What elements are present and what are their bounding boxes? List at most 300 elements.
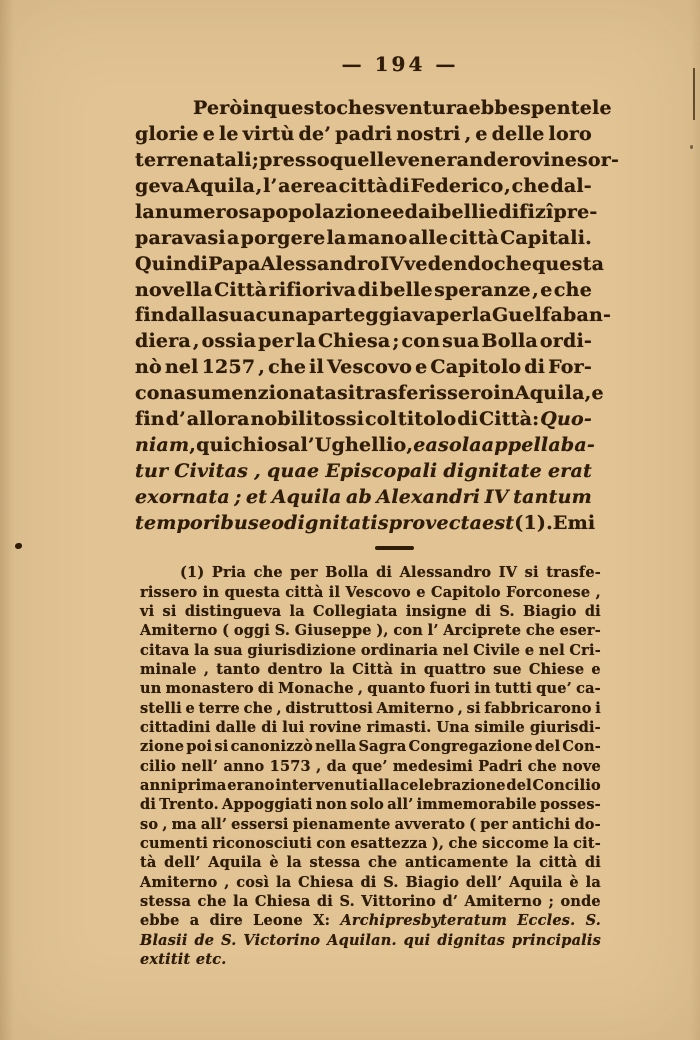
word: di xyxy=(475,602,492,620)
word: dignitatis xyxy=(284,511,389,534)
word: novella xyxy=(135,278,213,301)
word: quattro xyxy=(423,660,487,678)
word: per xyxy=(480,815,508,833)
word: questa xyxy=(224,583,280,601)
word: città xyxy=(449,226,499,249)
word: stessa xyxy=(309,854,361,872)
text-line xyxy=(135,225,592,251)
word: Victorino xyxy=(243,931,321,949)
word: un xyxy=(140,680,162,698)
word: del xyxy=(506,776,532,794)
word: rifioriva xyxy=(268,278,357,301)
word: medesimi xyxy=(392,757,473,775)
word: speranze xyxy=(434,278,531,301)
word: Città xyxy=(214,278,268,301)
word: dalle xyxy=(215,718,257,736)
text-line xyxy=(135,510,596,536)
word: , xyxy=(258,356,266,379)
word: in xyxy=(474,680,491,698)
word: ebbe xyxy=(140,912,180,930)
word: in xyxy=(493,382,515,405)
word: in xyxy=(202,583,220,601)
word: temporibus xyxy=(135,511,259,534)
word: essersi xyxy=(231,815,289,833)
word: extitit xyxy=(140,951,191,969)
word: ab xyxy=(345,486,372,509)
word: a xyxy=(226,226,240,249)
word: delle xyxy=(491,122,545,145)
word: l’ xyxy=(427,622,439,640)
word: minale xyxy=(140,660,197,678)
word: Vittorino xyxy=(361,893,437,911)
text-line xyxy=(140,892,601,911)
word: ossia xyxy=(201,330,257,353)
word: così xyxy=(236,873,270,891)
word: de’ xyxy=(298,122,332,145)
word: Biagio xyxy=(405,873,460,891)
word: dentro xyxy=(267,660,323,678)
word: , xyxy=(224,873,230,891)
word: allora xyxy=(186,408,250,431)
word: porgere xyxy=(240,226,326,249)
word: , xyxy=(276,699,282,717)
word: S. xyxy=(221,931,237,949)
word: mi xyxy=(567,511,596,534)
word: tur xyxy=(135,460,169,483)
word: e xyxy=(416,583,426,601)
word: popolazione xyxy=(262,200,393,223)
word: di xyxy=(360,873,377,891)
word: sventura xyxy=(374,96,469,119)
word: di xyxy=(584,854,601,872)
word: che xyxy=(448,834,478,852)
word: Civile xyxy=(473,641,521,659)
word: terre xyxy=(198,699,240,717)
word: la xyxy=(516,854,532,872)
word: posses- xyxy=(539,796,601,814)
text-line xyxy=(140,640,601,659)
word: tà xyxy=(140,854,157,872)
word: ( xyxy=(469,815,477,833)
text-line xyxy=(135,95,612,121)
word: di xyxy=(388,174,410,197)
word: si xyxy=(524,564,539,582)
word: , xyxy=(162,815,168,833)
word: sua xyxy=(214,641,243,659)
word: , xyxy=(457,699,463,717)
word: che xyxy=(243,699,273,717)
word: la xyxy=(289,602,305,620)
word: di xyxy=(257,680,274,698)
word: Aquilan. xyxy=(327,931,397,949)
word: etc. xyxy=(195,951,227,969)
word: , xyxy=(357,680,364,698)
word: appellaba- xyxy=(481,434,595,457)
word: Guelfa xyxy=(491,304,563,327)
text-line xyxy=(140,853,601,872)
word: città xyxy=(338,174,389,197)
word: è xyxy=(569,873,579,891)
word: di xyxy=(524,356,546,379)
word: la xyxy=(286,854,302,872)
word: Leone xyxy=(253,912,303,930)
word: che xyxy=(553,278,592,301)
word: le xyxy=(592,96,612,119)
word: oggi xyxy=(233,622,271,640)
word: ea xyxy=(413,434,439,457)
text-line xyxy=(140,679,601,698)
word: S. xyxy=(499,602,515,620)
word: belli xyxy=(438,200,487,223)
text-line xyxy=(135,432,595,458)
word: S. xyxy=(339,893,355,911)
word: la xyxy=(194,641,210,659)
word: si xyxy=(162,602,177,620)
text-line xyxy=(140,931,601,950)
word: parteggiava xyxy=(307,304,437,327)
word: di xyxy=(357,278,379,301)
word: paravasi xyxy=(135,226,226,249)
word: Sagra xyxy=(358,738,407,756)
word: IV xyxy=(498,564,518,582)
word: Alexandri xyxy=(376,486,481,509)
word: di xyxy=(140,796,157,814)
word: la xyxy=(276,873,292,891)
word: Federico xyxy=(410,174,504,197)
word: 1257 xyxy=(201,356,256,379)
word: la xyxy=(472,304,492,327)
word: per xyxy=(258,330,295,353)
word: di xyxy=(316,893,333,911)
word: sue xyxy=(493,660,522,678)
word: giurisdizione xyxy=(247,641,357,659)
word: Eccles. xyxy=(517,912,576,930)
word: Padri xyxy=(478,757,523,775)
word: padri xyxy=(335,122,393,145)
word: la xyxy=(585,873,601,891)
word: onde xyxy=(560,893,601,911)
word: edifizî xyxy=(486,200,554,223)
word: terre xyxy=(135,148,189,171)
word: Vescovo xyxy=(345,583,411,601)
word: venerande xyxy=(396,148,509,171)
word: il xyxy=(309,356,324,379)
word: rovine xyxy=(508,148,578,171)
word: prima xyxy=(177,776,227,794)
word: canonizzò xyxy=(230,738,313,756)
word: l’ xyxy=(263,174,278,197)
word: virtù xyxy=(242,122,295,145)
page-number: — 194 — xyxy=(341,52,459,76)
word: , xyxy=(584,382,592,405)
word: (1). xyxy=(514,511,553,534)
word: Vescovo xyxy=(326,356,413,379)
word: dell’ xyxy=(164,854,201,872)
word: di xyxy=(457,408,479,431)
word: zione xyxy=(140,738,185,756)
word: esattezza xyxy=(350,834,428,852)
text-line xyxy=(140,621,601,640)
word: anno xyxy=(223,757,265,775)
word: d’ xyxy=(442,893,459,911)
word: For- xyxy=(548,356,592,379)
word: qui xyxy=(403,931,431,949)
word: , xyxy=(203,660,210,678)
word: , xyxy=(406,434,414,457)
word: l’ xyxy=(300,434,315,457)
text-line xyxy=(140,950,601,969)
word: Capitolo xyxy=(430,356,522,379)
word: natali xyxy=(188,148,252,171)
word: spente xyxy=(520,96,593,119)
word: questa xyxy=(531,252,605,275)
word: col xyxy=(365,408,398,431)
main-paragraph xyxy=(135,95,620,536)
word: la xyxy=(326,226,347,249)
word: ma xyxy=(171,815,197,833)
word: dire xyxy=(209,912,243,930)
word: dignitas xyxy=(437,931,505,949)
word: diera xyxy=(135,330,191,353)
text-line xyxy=(140,814,601,833)
word: Papa xyxy=(208,252,261,275)
word: alle xyxy=(408,226,449,249)
word: et xyxy=(246,486,268,509)
text-line xyxy=(135,147,620,173)
word: tantum xyxy=(513,486,592,509)
word: Appoggiati xyxy=(222,796,313,814)
word: anni xyxy=(140,776,177,794)
word: que’ xyxy=(351,757,388,775)
word: dal- xyxy=(550,174,592,197)
word: la xyxy=(233,893,249,911)
text-line xyxy=(140,756,601,775)
page-edge-mark xyxy=(693,68,695,120)
word: rissero xyxy=(140,583,198,601)
word: Città: xyxy=(478,408,540,431)
word: Aquila xyxy=(509,873,563,891)
word: simile xyxy=(474,718,525,736)
word: e xyxy=(415,356,428,379)
word: che xyxy=(493,252,532,275)
word: Chiese xyxy=(528,660,585,678)
word: ; xyxy=(234,486,242,509)
word: Aquila xyxy=(208,854,262,872)
word: provecta xyxy=(388,511,483,534)
word: E xyxy=(552,511,568,534)
word: geva xyxy=(135,174,185,197)
word: nel xyxy=(164,356,199,379)
page-edge-dot xyxy=(690,145,693,149)
word: nò xyxy=(135,356,162,379)
word: Aquila xyxy=(271,486,342,509)
word: per xyxy=(436,304,472,327)
word: cilio xyxy=(140,757,177,775)
word: sua xyxy=(442,330,480,353)
word: 1573 xyxy=(269,757,311,775)
word: nobilitossi xyxy=(250,408,365,431)
word: Civitas xyxy=(174,460,249,483)
word: d’ xyxy=(165,408,186,431)
word: niam xyxy=(135,434,190,457)
word: con xyxy=(316,834,347,852)
word: le xyxy=(218,122,239,145)
word: Amiterno xyxy=(140,622,218,640)
word: stelli xyxy=(140,699,182,717)
word: Bolla xyxy=(481,330,538,353)
text-line xyxy=(135,303,612,329)
word: all’ xyxy=(200,815,228,833)
word: Pria xyxy=(211,564,247,582)
word: Capitali. xyxy=(500,226,592,249)
word: giurisdi- xyxy=(529,718,601,736)
word: fabbricarono xyxy=(484,699,592,717)
word: avverato xyxy=(394,815,466,833)
word: Blasii xyxy=(140,931,188,949)
word: quelle xyxy=(329,148,397,171)
word: Archipresbyteratum xyxy=(340,912,508,930)
word: , xyxy=(504,174,511,197)
word: est xyxy=(482,511,515,534)
word: , xyxy=(255,174,263,197)
word: con xyxy=(401,330,441,353)
word: erat xyxy=(547,460,592,483)
word: del xyxy=(534,738,561,756)
word: chiosa xyxy=(231,434,301,457)
word: , xyxy=(532,278,539,301)
word: e xyxy=(591,382,604,405)
word: Quo- xyxy=(540,408,592,431)
word: Però xyxy=(193,96,243,119)
word: città xyxy=(285,583,324,601)
word: di xyxy=(376,564,393,582)
word: ), xyxy=(431,834,445,852)
word: e xyxy=(185,699,195,717)
word: Arciprete xyxy=(443,622,522,640)
word: alla xyxy=(368,776,400,794)
word: Ughellio xyxy=(314,434,407,457)
word: , xyxy=(316,757,322,775)
word: Aquila xyxy=(514,382,585,405)
word: vi xyxy=(140,602,155,620)
word: ban- xyxy=(562,304,612,327)
word: vedendo xyxy=(404,252,494,275)
word: Amiterno xyxy=(464,893,543,911)
text-line xyxy=(135,380,604,406)
word: , xyxy=(192,330,200,353)
word: con xyxy=(393,622,423,640)
word: cit- xyxy=(573,834,601,852)
word: Alessandro xyxy=(260,252,381,275)
word: Chiesa xyxy=(317,330,391,353)
word: sua xyxy=(218,304,256,327)
word: monastero xyxy=(165,680,254,698)
word: cuna xyxy=(255,304,308,327)
word: ), xyxy=(376,622,389,640)
ink-speck xyxy=(15,543,22,549)
text-line xyxy=(140,776,601,795)
word: che xyxy=(268,356,307,379)
word: che xyxy=(336,96,375,119)
word: IV xyxy=(484,486,509,509)
word: Quindi xyxy=(135,252,209,275)
word: Chiesa xyxy=(254,893,311,911)
word: che xyxy=(527,757,557,775)
word: Trento. xyxy=(159,796,219,814)
word: ebbe xyxy=(468,96,521,119)
word: distruttosi xyxy=(285,699,373,717)
word: cona xyxy=(135,382,187,405)
word: in xyxy=(400,660,417,678)
word: riconosciuti xyxy=(212,834,312,852)
text-line xyxy=(135,251,605,277)
word: città xyxy=(539,854,578,872)
word: , xyxy=(464,122,472,145)
word: Capitolo xyxy=(430,583,501,601)
word: all’ xyxy=(387,796,414,814)
word: ; xyxy=(251,148,260,171)
word: ; xyxy=(548,893,555,911)
word: in xyxy=(242,96,264,119)
word: distingueva xyxy=(184,602,282,620)
word: nostri xyxy=(396,122,461,145)
word: la xyxy=(553,834,569,852)
text-line xyxy=(140,660,601,679)
word: aerea xyxy=(278,174,338,197)
word: Episcopali xyxy=(325,460,438,483)
word: presso xyxy=(259,148,330,171)
word: la xyxy=(296,330,317,353)
word: que’ xyxy=(536,680,572,698)
word: dai xyxy=(404,200,439,223)
word: di xyxy=(261,718,278,736)
text-line xyxy=(135,121,592,147)
word: la xyxy=(135,200,155,223)
word: Bolla xyxy=(325,564,369,582)
word: da xyxy=(326,757,347,775)
text-line xyxy=(140,563,601,582)
word: ca- xyxy=(576,680,601,698)
word: belle xyxy=(379,278,433,301)
word: fin xyxy=(135,304,165,327)
word: , xyxy=(595,583,601,601)
word: do- xyxy=(574,815,601,833)
word: Città xyxy=(352,660,394,678)
word: fin xyxy=(135,408,165,431)
word: è xyxy=(269,854,279,872)
word: pienamente xyxy=(292,815,391,833)
word: ordi- xyxy=(539,330,592,353)
text-line xyxy=(140,873,601,892)
text-line xyxy=(140,718,601,737)
word: citava xyxy=(140,641,190,659)
word: titolo xyxy=(397,408,457,431)
word: e xyxy=(392,200,405,223)
word: ordinaria xyxy=(360,641,439,659)
word: e xyxy=(202,122,215,145)
word: Congregazione xyxy=(408,738,533,756)
text-line xyxy=(135,173,592,199)
word: che xyxy=(368,854,398,872)
word: IV xyxy=(380,252,405,275)
word: cittadini xyxy=(140,718,211,736)
word: lui xyxy=(282,718,305,736)
word: Amiterno xyxy=(140,873,218,891)
word: immemorabile xyxy=(416,796,537,814)
word: glorie xyxy=(135,122,199,145)
word: rimasti. xyxy=(366,718,432,736)
text-line xyxy=(135,484,592,510)
